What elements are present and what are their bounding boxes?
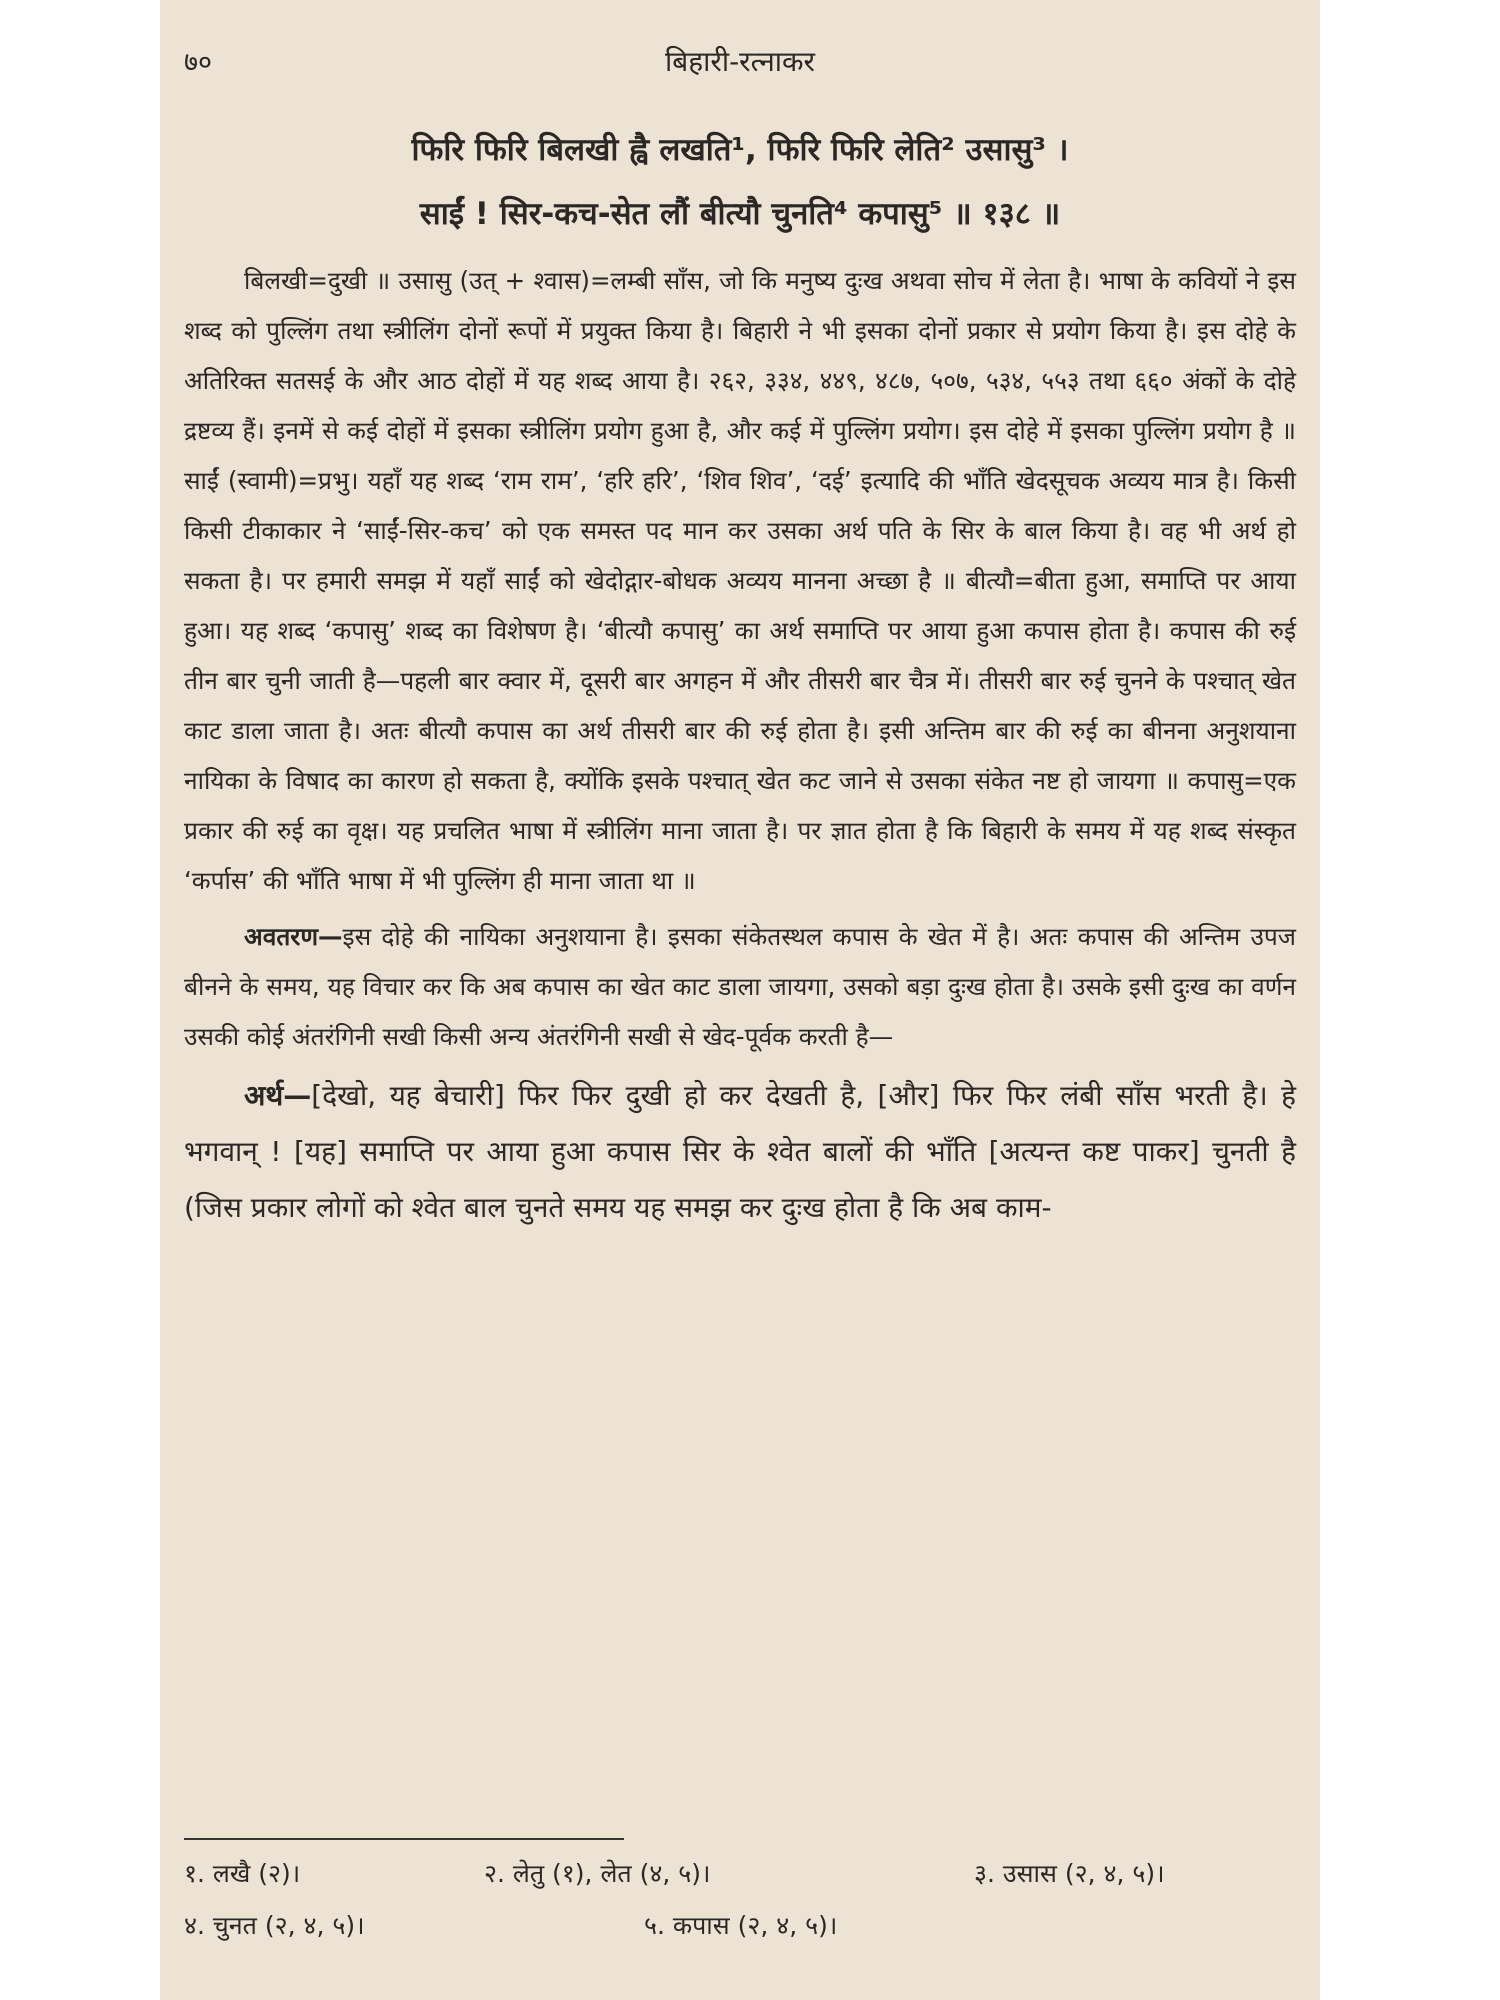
context-paragraph	[184, 912, 1296, 1062]
word-gloss-paragraph: बिलखी=दुखी ॥ उसासु (उत् + श्वास)=लम्बी साँस, जो कि मनुष्य दुःख अथवा सोच में लेता है। भाषा के कवियों ने इस शब्द को पुल्लिंग तथा स्त्रीलिंग दोनों रूपों में प्रयुक्त किया है। बिहारी ने भी इसका दोनों प्रकार से प्रयोग किया है। इस दोहे के अतिरिक्त सतसई के और आठ दोहों में यह शब्द आया है। २६२, ३३४, ४४९, ४८७, ५०७, ५३४, ५५३ तथा ६६० अंकों के दोहे द्रष्टव्य हैं। इनमें से कई दोहों में इसका स्त्रीलिंग प्रयोग हुआ है, और कई में पुल्लिंग प्रयोग। इस दोहे में इसका पुल्लिंग प्रयोग है ॥ साईं (स्वामी)=प्रभु। यहाँ यह शब्द ‘राम राम’, ‘हरि हरि’, ‘शिव शिव’, ‘दई’ इत्यादि की भाँति खेदसूचक अव्यय मात्र है। किसी किसी टीकाकार ने ‘साईं-सिर-कच’ को एक समस्त पद मान कर उसका अर्थ पति के सिर के बाल किया है। वह भी अर्थ हो सकता है। पर हमारी समझ में यहाँ साईं को खेदोद्गार-बोधक अव्यय मानना अच्छा है ॥ बीत्यौ=बीता हुआ, समाप्ति पर आया हुआ। यह शब्द ‘कपासु’ शब्द का विशेषण है। ‘बीत्यौ कपासु’ का अर्थ समाप्ति पर आया हुआ कपास होता है। कपास की रुई तीन बार चुनी जाती है—पहली बार क्वार में, दूसरी बार अगहन में और तीसरी बार चैत्र में। तीसरी बार रुई चुनने के पश्चात् खेत काट डाला जाता है। अतः बीत्यौ कपास का अर्थ तीसरी बार की रुई होता है। इसी अन्तिम बार की रुई का बीनना अनुशयाना नायिका के विषाद का कारण हो सकता है, क्योंकि इसके पश्चात् खेत कट जाने से उसका संकेत नष्ट हो जायगा ॥ कपासु=एक प्रकार की रुई का वृक्ष। यह प्रचलित भाषा में स्त्रीलिंग माना जाता है। पर ज्ञात होता है कि बिहारी के समय में यह शब्द संस्कृत ‘कर्पास’ की भाँति भाषा में भी पुल्लिंग ही माना जाता था ॥	[184, 266, 1296, 895]
footnote-row	[184, 1856, 1296, 1908]
footnotes	[184, 1856, 1296, 1960]
verse-line-2: साईं ! सिर-कच-सेत लौं बीत्यौ चुनति⁴ कपासु⁵ ॥ १३८ ॥	[419, 196, 1061, 232]
footnote-3: ३. उसास (२, ४, ५)।	[974, 1859, 1165, 1888]
meaning-paragraph	[184, 1068, 1296, 1236]
footnote-row	[184, 1908, 1296, 1960]
footnote-divider	[184, 1838, 624, 1840]
running-title: बिहारी-रत्नाकर	[665, 45, 815, 78]
verse-line-1: फिरि फिरि बिलखी ह्वै लखति¹, फिरि फिरि लेति² उसासु³ ।	[411, 132, 1069, 168]
meaning-text: [देखो, यह बेचारी] फिर फिर दुखी हो कर देखती है, [और] फिर फिर लंबी साँस भरती है। हे भगवान् ! [यह] समाप्ति पर आया हुआ कपास सिर के श्वेत बालों की भाँति [अत्यन्त कष्ट पाकर] चुनती है (जिस प्रकार लोगों को श्वेत बाल चुनते समय यह समझ कर दुःख होता है कि अब काम-	[184, 1079, 1296, 1224]
commentary	[184, 256, 1296, 1242]
footnote-5: ५. कपास (२, ४, ५)।	[644, 1911, 838, 1940]
footnote-4: ४. चुनत (२, ४, ५)।	[184, 1911, 365, 1940]
meaning-label: अर्थ—	[244, 1079, 312, 1112]
context-label: अवतरण—	[244, 922, 343, 951]
page-number: ७०	[184, 47, 213, 78]
book-page	[160, 0, 1320, 2000]
footnote-2: २. लेतु (१), लेत (४, ५)।	[484, 1859, 711, 1888]
context-text: इस दोहे की नायिका अनुशयाना है। इसका संकेतस्थल कपास के खेत में है। अतः कपास की अन्तिम उपज बीनने के समय, यह विचार कर कि अब कपास का खेत काट डाला जायगा, उसको बड़ा दुःख होता है। उसके इसी दुःख का वर्णन उसकी कोई अंतरंगिनी सखी किसी अन्य अंतरंगिनी सखी से खेद-पूर्वक करती है—	[184, 922, 1296, 1051]
page-header	[184, 42, 1296, 82]
footnote-1: १. लखै (२)।	[184, 1859, 301, 1888]
